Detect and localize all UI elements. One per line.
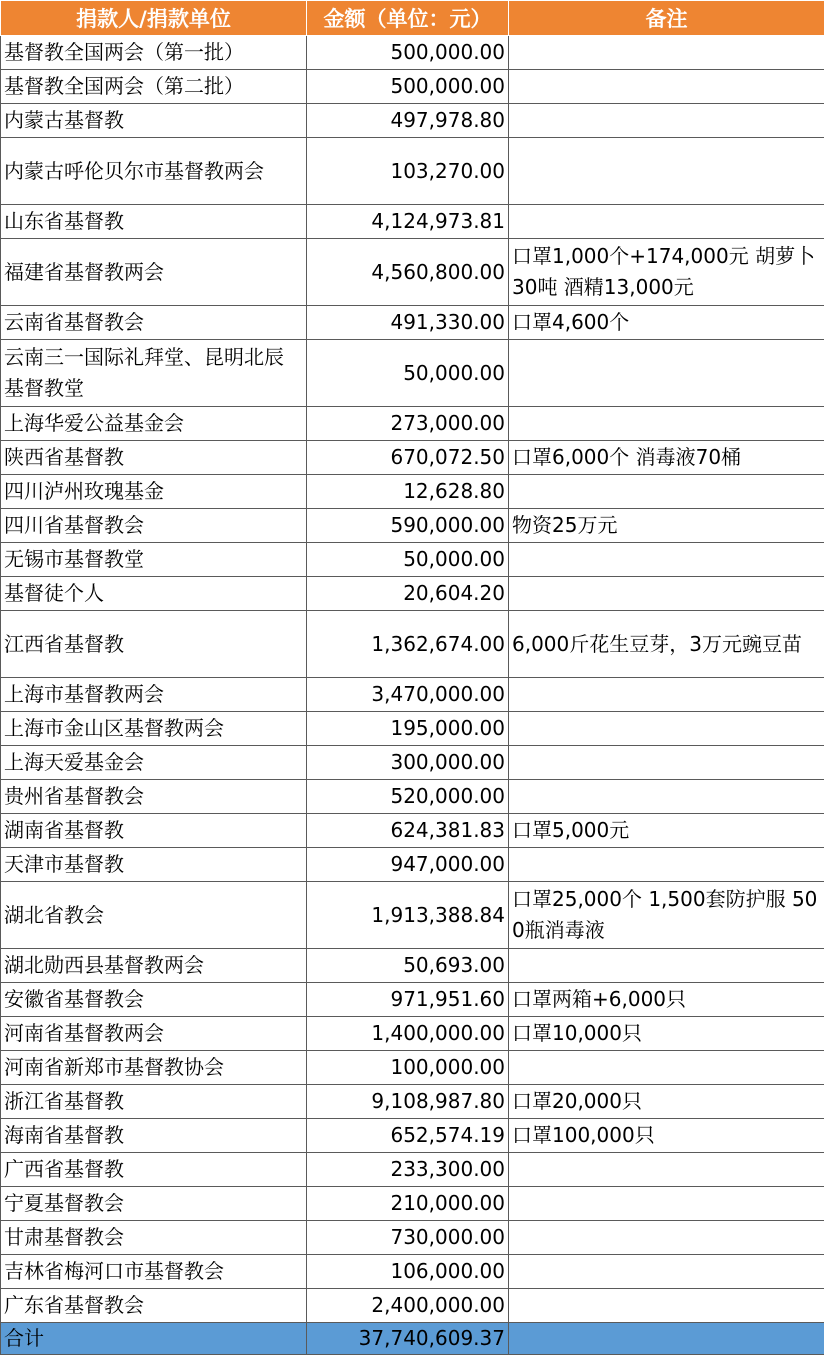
total-row: [1, 1323, 824, 1355]
table-row: [1, 509, 824, 543]
amount-cell: 300,000.00: [307, 746, 509, 780]
note-cell: [509, 746, 824, 780]
donor-cell: 四川省基督教会: [1, 509, 307, 543]
note-cell: [509, 1221, 824, 1255]
total-amount: 37,740,609.37: [307, 1323, 509, 1355]
table-row: [1, 441, 824, 475]
table-row: [1, 36, 824, 70]
amount-cell: 210,000.00: [307, 1187, 509, 1221]
table-row: [1, 306, 824, 340]
amount-cell: 947,000.00: [307, 848, 509, 882]
table-row: [1, 983, 824, 1017]
amount-cell: 730,000.00: [307, 1221, 509, 1255]
amount-cell: 1,362,674.00: [307, 611, 509, 678]
donor-cell: 基督教全国两会（第二批）: [1, 70, 307, 104]
table-row: [1, 138, 824, 205]
table-row: [1, 543, 824, 577]
amount-cell: 500,000.00: [307, 36, 509, 70]
note-cell: [509, 36, 824, 70]
donor-cell: 广西省基督教: [1, 1153, 307, 1187]
note-cell: 口罩4,600个: [509, 306, 824, 340]
donor-cell: 基督徒个人: [1, 577, 307, 611]
donor-cell: 宁夏基督教会: [1, 1187, 307, 1221]
note-cell: [509, 475, 824, 509]
amount-cell: 497,978.80: [307, 104, 509, 138]
donor-cell: 吉林省梅河口市基督教会: [1, 1255, 307, 1289]
amount-cell: 103,270.00: [307, 138, 509, 205]
donor-cell: 山东省基督教: [1, 205, 307, 239]
table-row: [1, 611, 824, 678]
amount-cell: 195,000.00: [307, 712, 509, 746]
table-row: [1, 1221, 824, 1255]
donor-cell: 福建省基督教两会: [1, 239, 307, 306]
table-row: [1, 475, 824, 509]
amount-cell: 9,108,987.80: [307, 1085, 509, 1119]
amount-cell: 12,628.80: [307, 475, 509, 509]
amount-cell: 971,951.60: [307, 983, 509, 1017]
donor-cell: 甘肃基督教会: [1, 1221, 307, 1255]
donor-cell: 河南省基督教两会: [1, 1017, 307, 1051]
donor-cell: 湖北勋西县基督教两会: [1, 949, 307, 983]
table-row: [1, 814, 824, 848]
note-cell: 口罩100,000只: [509, 1119, 824, 1153]
table-row: [1, 848, 824, 882]
total-note: [509, 1323, 824, 1355]
table-row: [1, 882, 824, 949]
amount-cell: 1,913,388.84: [307, 882, 509, 949]
table-row: [1, 104, 824, 138]
note-cell: 口罩1,000个+174,000元 胡萝卜30吨 酒精13,000元: [509, 239, 824, 306]
donor-cell: 云南省基督教会: [1, 306, 307, 340]
donor-cell: 湖北省教会: [1, 882, 307, 949]
note-cell: 口罩5,000元: [509, 814, 824, 848]
donor-cell: 浙江省基督教: [1, 1085, 307, 1119]
note-cell: 口罩10,000只: [509, 1017, 824, 1051]
donor-cell: 四川泸州玫瑰基金: [1, 475, 307, 509]
table-row: [1, 239, 824, 306]
table-row: [1, 1119, 824, 1153]
donor-cell: 广东省基督教会: [1, 1289, 307, 1323]
donor-cell: 天津市基督教: [1, 848, 307, 882]
amount-cell: 50,000.00: [307, 543, 509, 577]
header-row: [1, 1, 824, 36]
amount-cell: 233,300.00: [307, 1153, 509, 1187]
header-note: 备注: [509, 1, 824, 36]
table-row: [1, 1289, 824, 1323]
donor-cell: 上海天爱基金会: [1, 746, 307, 780]
table-row: [1, 1187, 824, 1221]
amount-cell: 100,000.00: [307, 1051, 509, 1085]
note-cell: [509, 138, 824, 205]
note-cell: [509, 712, 824, 746]
amount-cell: 652,574.19: [307, 1119, 509, 1153]
amount-cell: 20,604.20: [307, 577, 509, 611]
donor-cell: 安徽省基督教会: [1, 983, 307, 1017]
donor-cell: 内蒙古基督教: [1, 104, 307, 138]
amount-cell: 50,693.00: [307, 949, 509, 983]
donor-cell: 上海华爱公益基金会: [1, 407, 307, 441]
table-row: [1, 407, 824, 441]
amount-cell: 4,124,973.81: [307, 205, 509, 239]
note-cell: [509, 780, 824, 814]
amount-cell: 106,000.00: [307, 1255, 509, 1289]
note-cell: [509, 678, 824, 712]
note-cell: [509, 1289, 824, 1323]
donor-cell: 海南省基督教: [1, 1119, 307, 1153]
amount-cell: 500,000.00: [307, 70, 509, 104]
note-cell: [509, 848, 824, 882]
table-row: [1, 949, 824, 983]
total-label: 合计: [1, 1323, 307, 1355]
note-cell: [509, 543, 824, 577]
table-row: [1, 205, 824, 239]
table-row: [1, 70, 824, 104]
amount-cell: 50,000.00: [307, 340, 509, 407]
note-cell: 6,000斤花生豆芽，3万元豌豆苗: [509, 611, 824, 678]
header-amount: 金额（单位：元）: [307, 1, 509, 36]
amount-cell: 2,400,000.00: [307, 1289, 509, 1323]
donor-cell: 无锡市基督教堂: [1, 543, 307, 577]
table-row: [1, 1153, 824, 1187]
note-cell: [509, 949, 824, 983]
donor-cell: 上海市金山区基督教两会: [1, 712, 307, 746]
note-cell: 口罩6,000个 消毒液70桶: [509, 441, 824, 475]
table-row: [1, 712, 824, 746]
donor-cell: 河南省新郑市基督教协会: [1, 1051, 307, 1085]
amount-cell: 670,072.50: [307, 441, 509, 475]
donor-cell: 云南三一国际礼拜堂、昆明北辰基督教堂: [1, 340, 307, 407]
note-cell: [509, 407, 824, 441]
note-cell: [509, 104, 824, 138]
donor-cell: 上海市基督教两会: [1, 678, 307, 712]
note-cell: [509, 1051, 824, 1085]
table-row: [1, 340, 824, 407]
table-row: [1, 1051, 824, 1085]
note-cell: 口罩两箱+6,000只: [509, 983, 824, 1017]
amount-cell: 4,560,800.00: [307, 239, 509, 306]
donor-cell: 贵州省基督教会: [1, 780, 307, 814]
table-row: [1, 746, 824, 780]
note-cell: [509, 205, 824, 239]
amount-cell: 520,000.00: [307, 780, 509, 814]
amount-cell: 1,400,000.00: [307, 1017, 509, 1051]
amount-cell: 491,330.00: [307, 306, 509, 340]
amount-cell: 273,000.00: [307, 407, 509, 441]
table-row: [1, 1017, 824, 1051]
amount-cell: 590,000.00: [307, 509, 509, 543]
note-cell: [509, 1187, 824, 1221]
table-row: [1, 1085, 824, 1119]
note-cell: [509, 1255, 824, 1289]
note-cell: [509, 70, 824, 104]
table-row: [1, 780, 824, 814]
amount-cell: 624,381.83: [307, 814, 509, 848]
donor-cell: 基督教全国两会（第一批）: [1, 36, 307, 70]
header-donor: 捐款人/捐款单位: [1, 1, 307, 36]
note-cell: 口罩20,000只: [509, 1085, 824, 1119]
donor-cell: 湖南省基督教: [1, 814, 307, 848]
donor-cell: 江西省基督教: [1, 611, 307, 678]
table-row: [1, 1255, 824, 1289]
note-cell: [509, 1153, 824, 1187]
note-cell: [509, 340, 824, 407]
donor-cell: 陕西省基督教: [1, 441, 307, 475]
note-cell: [509, 577, 824, 611]
amount-cell: 3,470,000.00: [307, 678, 509, 712]
donor-cell: 内蒙古呼伦贝尔市基督教两会: [1, 138, 307, 205]
table-row: [1, 678, 824, 712]
note-cell: 物资25万元: [509, 509, 824, 543]
table-row: [1, 577, 824, 611]
note-cell: 口罩25,000个 1,500套防护服 500瓶消毒液: [509, 882, 824, 949]
